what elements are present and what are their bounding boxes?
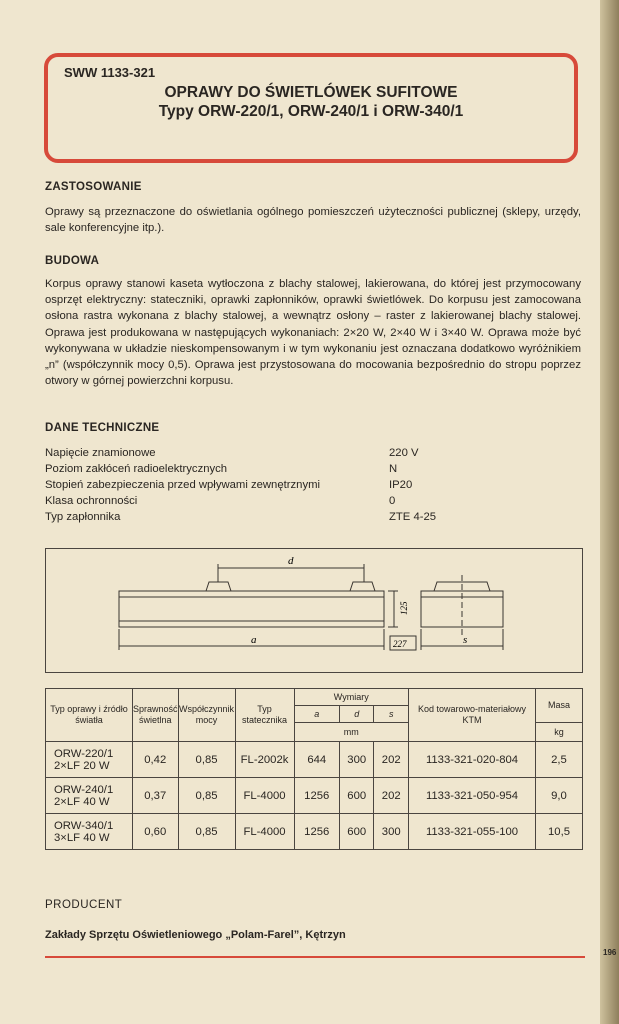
cell-wspolczynnik: 0,85 <box>178 814 235 850</box>
heading-budowa: BUDOWA <box>45 255 100 267</box>
dim-height-label: 125 <box>399 601 409 615</box>
dim-s-label: s <box>463 634 468 646</box>
th-kg: kg <box>536 723 583 742</box>
tech-value: N <box>389 463 398 475</box>
th-s: s <box>374 706 409 723</box>
title-line-2: Typy ORW-220/1, ORW-240/1 i ORW-340/1 <box>158 103 464 120</box>
cell-wspolczynnik: 0,85 <box>178 742 235 778</box>
footer-rule <box>45 956 585 958</box>
text-zastosowanie: Oprawy są przeznaczone do oświetlania ogólnego pomieszczeń użyteczności publicznej (sklepy, urzędy, sale konferencyjne itp.). <box>45 206 581 235</box>
cell-sprawnosc: 0,60 <box>133 814 179 850</box>
cell-statecznik: FL-4000 <box>235 778 294 814</box>
title-line-1: OPRAWY DO ŚWIETLÓWEK SUFITOWE <box>164 84 458 101</box>
luminaire-drawing-svg <box>46 549 582 672</box>
cell-statecznik: FL-4000 <box>235 814 294 850</box>
cell-d: 300 <box>339 742 374 778</box>
cell-a: 644 <box>294 742 339 778</box>
producer-name: Zakłady Sprzętu Oświetleniowego „Polam-Farel”, Kętrzyn <box>45 929 346 941</box>
th-masa: Masa <box>536 689 583 723</box>
tech-value: IP20 <box>389 479 413 491</box>
cell-d: 600 <box>339 778 374 814</box>
cell-a: 1256 <box>294 778 339 814</box>
cell-masa: 10,5 <box>536 814 583 850</box>
header-box <box>44 53 578 163</box>
cell-typ: ORW-240/1 2×LF 40 W <box>46 778 133 814</box>
th-d: d <box>339 706 374 723</box>
tech-label: Stopień zabezpieczenia przed wpływami zewnętrznymi <box>45 479 321 491</box>
th-wymiary: Wymiary <box>294 689 408 706</box>
dim-a-label: a <box>251 634 257 646</box>
tech-value: 220 V <box>389 447 419 459</box>
th-kod: Kod towarowo-materiałowy KTM <box>409 689 536 742</box>
cell-masa: 9,0 <box>536 778 583 814</box>
cell-sprawnosc: 0,37 <box>133 778 179 814</box>
cell-s: 300 <box>374 814 409 850</box>
tech-row <box>45 509 545 525</box>
page-title <box>48 83 574 121</box>
tech-label: Poziom zakłóceń radioelektrycznych <box>45 463 228 475</box>
tech-label: Typ zapłonnika <box>45 511 121 523</box>
cell-kod: 1133-321-050-954 <box>409 778 536 814</box>
dim-d-label: d <box>288 555 294 567</box>
heading-dane-techniczne: DANE TECHNICZNE <box>45 422 160 434</box>
th-a: a <box>294 706 339 723</box>
heading-producent: PRODUCENT <box>45 899 123 911</box>
th-typ: Typ oprawy i źródło światła <box>46 689 133 742</box>
tech-label: Klasa ochronności <box>45 495 138 507</box>
table-row <box>46 814 583 850</box>
heading-zastosowanie: ZASTOSOWANIE <box>45 181 142 193</box>
text-budowa: Korpus oprawy stanowi kaseta wytłoczona z blachy stalowej, lakierowana, do której jest przymocowany osprzęt elektryczny: stateczniki, oprawki zapłonników, oprawki świetlówek. Do korpusu jest zamocowana osłona rastra wykonana z blachy stalowej, a wewnątrz osłony – raster z lakierowanej blachy stalowej. Oprawa jest produkowana w następujących wykonaniach: 2×20 W, 2×40 W i 3×40 W. Oprawa może być wykonywana w układzie nieskompensowanym i w tym wykonaniu jest oznaczana dodatkowo wyróżnikiem „n” (współczynnik mocy 0,5). Oprawa jest przystosowana do mocowania bezpośrednio do stropu poprzez otwory w górnej powierzchni korpusu. <box>45 278 581 388</box>
tech-row <box>45 477 545 493</box>
cell-kod: 1133-321-020-804 <box>409 742 536 778</box>
cell-wspolczynnik: 0,85 <box>178 778 235 814</box>
th-mm: mm <box>294 723 408 742</box>
cell-kod: 1133-321-055-100 <box>409 814 536 850</box>
cell-typ: ORW-340/1 3×LF 40 W <box>46 814 133 850</box>
dim-box-label: 227 <box>393 639 407 649</box>
page-edge <box>600 0 619 1024</box>
cell-s: 202 <box>374 742 409 778</box>
tech-row <box>45 493 545 509</box>
tech-value: 0 <box>389 495 396 507</box>
technical-drawing <box>45 548 583 673</box>
spec-table <box>45 688 583 850</box>
page-number: 196 <box>603 948 617 957</box>
cell-statecznik: FL-2002k <box>235 742 294 778</box>
table-row <box>46 742 583 778</box>
cell-s: 202 <box>374 778 409 814</box>
th-statecznik: Typ statecznika <box>235 689 294 742</box>
tech-value: ZTE 4-25 <box>389 511 437 523</box>
th-sprawnosc: Sprawność świetlna <box>133 689 179 742</box>
technical-data-list <box>45 445 545 525</box>
cell-typ: ORW-220/1 2×LF 20 W <box>46 742 133 778</box>
tech-row <box>45 445 545 461</box>
cell-a: 1256 <box>294 814 339 850</box>
tech-row <box>45 461 545 477</box>
cell-sprawnosc: 0,42 <box>133 742 179 778</box>
th-wspolczynnik: Współczynnik mocy <box>178 689 235 742</box>
cell-masa: 2,5 <box>536 742 583 778</box>
catalog-code: SWW 1133-321 <box>64 65 156 80</box>
cell-d: 600 <box>339 814 374 850</box>
tech-label: Napięcie znamionowe <box>45 447 156 459</box>
table-row <box>46 778 583 814</box>
